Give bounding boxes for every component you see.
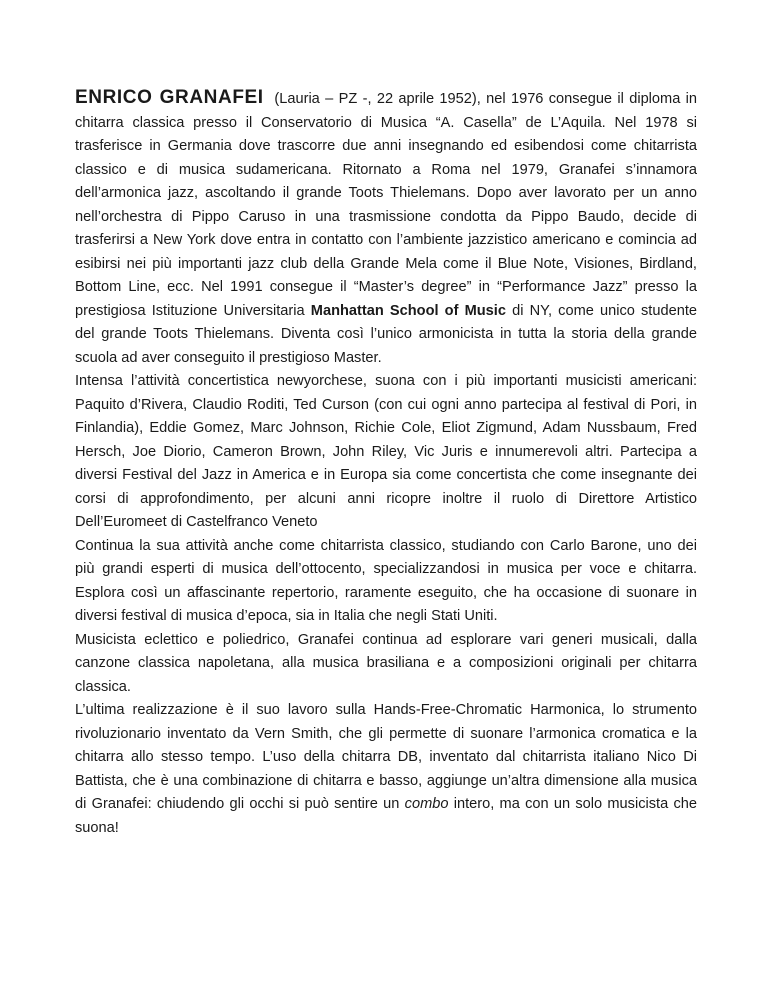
paragraph-concerts: Intensa l’attività concertistica newyorchese, suona con i più importanti musicisti americani: Paquito d’Rivera, Claudio Roditi, Ted Curson (con cui ogni anno partecipa al festival di Pori, in Finlandia), Eddie Gomez, Marc Johnson, Richie Cole, Eliot Zigmund, Adam Nussbaum, Fred Hersch, Joe Diorio, Cameron Brown, John Riley, Vic Juris e innumerevoli altri. Partecipa a diversi Festival del Jazz in America e in Europa sia come concertista che come insegnante dei corsi di approfondimento, per alcuni anni ricopre inoltre il ruolo di Direttore Artistico Dell’Euromeet di Castelfranco Veneto <box>75 373 697 530</box>
paragraph-classical-guitar: Continua la sua attività anche come chitarrista classico, studiando con Carlo Barone, uno dei più grandi esperti di musica dell’ottocento, specializzandosi in musica per voce e chitarra. Esplora così un affascinante repertorio, raramente eseguito, che ha occasione di suonare in diversi festival di musica d’epoca, sia in Italia che negli Stati Uniti. <box>75 537 697 624</box>
document-body <box>75 86 697 840</box>
latest-work-end-text: intero, ma con un solo musicista che suona! <box>75 796 697 836</box>
paragraph-eclectic: Musicista eclettico e poliedrico, Granafei continua ad esplorare vari generi musicali, dalla canzone classica napoletana, alla musica brasiliana e a composizioni originali per chitarra classica. <box>75 631 697 695</box>
combo-word: combo <box>404 796 449 812</box>
person-name: ENRICO GRANAFEI <box>75 87 264 108</box>
latest-work-text: L’ultima realizzazione è il suo lavoro sulla Hands-Free-Chromatic Harmonica, lo strumento rivoluzionario inventato da Vern Smith, che gli permette di suonare l’armonica cromatica e la chitarra allo stesso tempo. L’uso della chitarra DB, inventato dal chitarrista italiano Nico Di Battista, che è una combinazione di chitarra e basso, aggiunge un’altra dimensione alla musica di Granafei: chiudendo gli occhi si può sentire un <box>75 702 697 812</box>
paragraph-intro <box>75 86 697 370</box>
intro-text: (Lauria – PZ -, 22 aprile 1952), nel 1976 consegue il diploma in chitarra classica presso il Conservatorio di Musica “A. Casella” de L’Aquila. Nel 1978 si trasferisce in Germania dove trascorre due anni insegnando ed esibendosi come chitarrista classico e di musica sudamericana. Ritornato a Roma nel 1979, Granafei s’innamora dell’armonica jazz, ascoltando il grande Toots Thielemans. Dopo aver lavorato per un anno nell’orchestra di Pippo Caruso in una trasmissione condotta da Pippo Baudo, decide di trasferirsi a New York dove entra in contatto con l’ambiente jazzistico americano e comincia ad esibirsi nei più importanti jazz club della Grande Mela come il Blue Note, Visiones, Birdland, Bottom Line, ecc. Nel 1991 consegue il “Master’s degree” in “Performance Jazz” presso la prestigiosa Istituzione Universitaria <box>75 91 698 319</box>
intro-end-text: di NY, come unico studente del grande Toots Thielemans. Diventa così l’unico armonicista in tutta la storia della grande scuola ad aver conseguito il prestigioso Master. <box>75 302 697 366</box>
paragraph-latest-work <box>75 699 697 840</box>
school-name: Manhattan School of Music <box>310 302 506 319</box>
